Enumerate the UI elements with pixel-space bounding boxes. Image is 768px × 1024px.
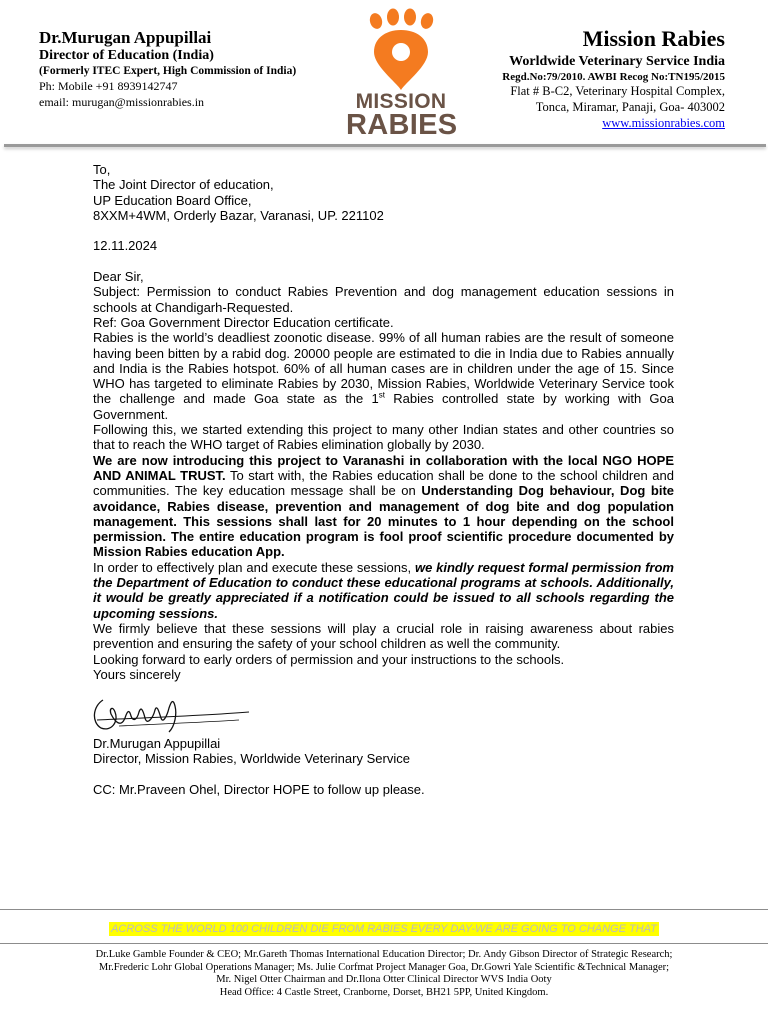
footer-head-office: Head Office: 4 Castle Street, Cranborne, Dorset, BH21 5PP, United Kingdom.: [219, 986, 549, 998]
paragraph-expansion: Following this, we started extending this project to many other Indian states and other countries so that to reach the WHO target of Rabies elimination globally by 2030.: [93, 422, 674, 453]
mission-rabies-logo: [346, 8, 456, 140]
paragraph-varanasi-project: We are now introducing this project to Varanashi in collaboration with the local NGO HOPE AND ANIMAL TRUST. To start with, the Rabies education shall be done to the school children and communities. The key education message shall be on Understanding Dog behaviour, Dog bite avoidance, Rabies disease, prevention and management of dog bite and dog population management. This sessions shall last for 20 minutes to 1 hour depending on the school permission. The entire education program is fool proof scientific procedure documented by Mission Rabies education App.: [93, 452, 675, 560]
logo-wordmark: [346, 92, 456, 139]
letter-date: 12.11.2024: [93, 238, 158, 254]
sender-former-role: (Formerly ITEC Expert, High Commission of India): [39, 65, 297, 78]
sender-block: [39, 28, 296, 110]
footer-banner-text: ACROSS THE WORLD 100 CHILDREN DIE FROM RABIES EVERY DAY-WE ARE GOING TO CHANGE THAT: [111, 923, 657, 935]
organization-block: [502, 27, 725, 131]
website-link[interactable]: www.missionrabies.com: [602, 115, 725, 130]
reference-line: Ref: Goa Government Director Education certificate.: [93, 314, 394, 330]
header-divider: [4, 144, 766, 147]
salutation: Dear Sir,: [93, 269, 144, 285]
paragraph-belief: We firmly believe that these sessions will play a crucial role in raising awareness about rabies prevention and ensuring the safety of your school children as well the community.: [93, 620, 674, 652]
footer-line: Mr.Frederic Lohr Global Operations Manager; Ms. Julie Corfmat Project Manager Goa, Dr.Gowri Yale Scientific &Technical Manager;: [98, 961, 670, 973]
footer-staff-list: [0, 949, 768, 999]
logo-line-mission: MISSION: [355, 90, 447, 113]
signature-image: [89, 688, 259, 734]
address-line-1: Flat # B-C2, Veterinary Hospital Complex,: [510, 84, 725, 99]
organization-name: Mission Rabies: [582, 26, 725, 51]
cc-line: CC: Mr.Praveen Ohel, Director HOPE to follow up please.: [93, 781, 425, 797]
footer-line: Dr.Luke Gamble Founder & CEO; Mr.Gareth Thomas International Education Director; Dr. Andy Gibson Director of Strategic Research;: [95, 949, 673, 960]
paw-pin-icon: [346, 8, 456, 94]
closing: Yours sincerely: [93, 666, 181, 682]
logo-line-rabies: RABIES: [346, 108, 458, 141]
letter-body: [93, 162, 674, 797]
address-line-2: Tonca, Miramar, Panaji, Goa- 403002: [535, 100, 725, 115]
paragraph-permission-request: In order to effectively plan and execute these sessions, we kindly request formal permission from the Department of Education to conduct these educational programs at schools. Additionally, it would be greatly appreciated if a notification could be issued to all schools regarding the upcoming sessions.: [93, 559, 674, 621]
sender-name: Dr.Murugan Appupillai: [39, 28, 212, 47]
signatory-title: Director, Mission Rabies, Worldwide Veterinary Service: [93, 751, 410, 767]
footer-banner: [0, 919, 768, 937]
signatory-name: Dr.Murugan Appupillai: [93, 736, 221, 752]
recipient: The Joint Director of education,: [93, 177, 274, 193]
subject-line: Subject: Permission to conduct Rabies Prevention and dog management education sessions in schools at Chandigarh-Requested.: [93, 284, 674, 315]
organization-subtitle: Worldwide Veterinary Service India: [509, 54, 725, 70]
footer-divider-top: [0, 909, 768, 910]
footer-line: Mr. Nigel Otter Chairman and Dr.Ilona Otter Clinical Director WVS India Ooty: [216, 974, 552, 985]
recipient-address: 8XXM+4WM, Orderly Bazar, Varanasi, UP. 221102: [93, 207, 384, 223]
recipient-office: UP Education Board Office,: [93, 192, 252, 208]
address-to: To,: [93, 162, 111, 177]
paragraph-looking-forward: Looking forward to early orders of permission and your instructions to the schools.: [93, 651, 565, 667]
registration-number: Regd.No:79/2010. AWBI Recog No:TN195/2015: [502, 70, 725, 83]
sender-title: Director of Education (India): [39, 48, 214, 64]
paragraph-rabies-facts: Rabies is the world’s deadliest zoonotic disease. 99% of all human rabies are the result of someone having been bitten by a rabid dog. 20000 people are estimated to die in India due to Rabies annually and India is the Rabies hotspot. 60% of all human cases are in children under the age of 15. Since WHO has targeted to eliminate Rabies by 2030, Mission Rabies, Worldwide Veterinary Service took the challenge and made Goa state as the 1st Rabies controlled state by working with Goa Government.: [93, 330, 675, 422]
sender-phone: Ph: Mobile +91 8939142747: [39, 78, 178, 93]
sender-email: email: murugan@missionrabies.in: [39, 94, 205, 109]
footer-divider-bottom: [0, 943, 768, 944]
